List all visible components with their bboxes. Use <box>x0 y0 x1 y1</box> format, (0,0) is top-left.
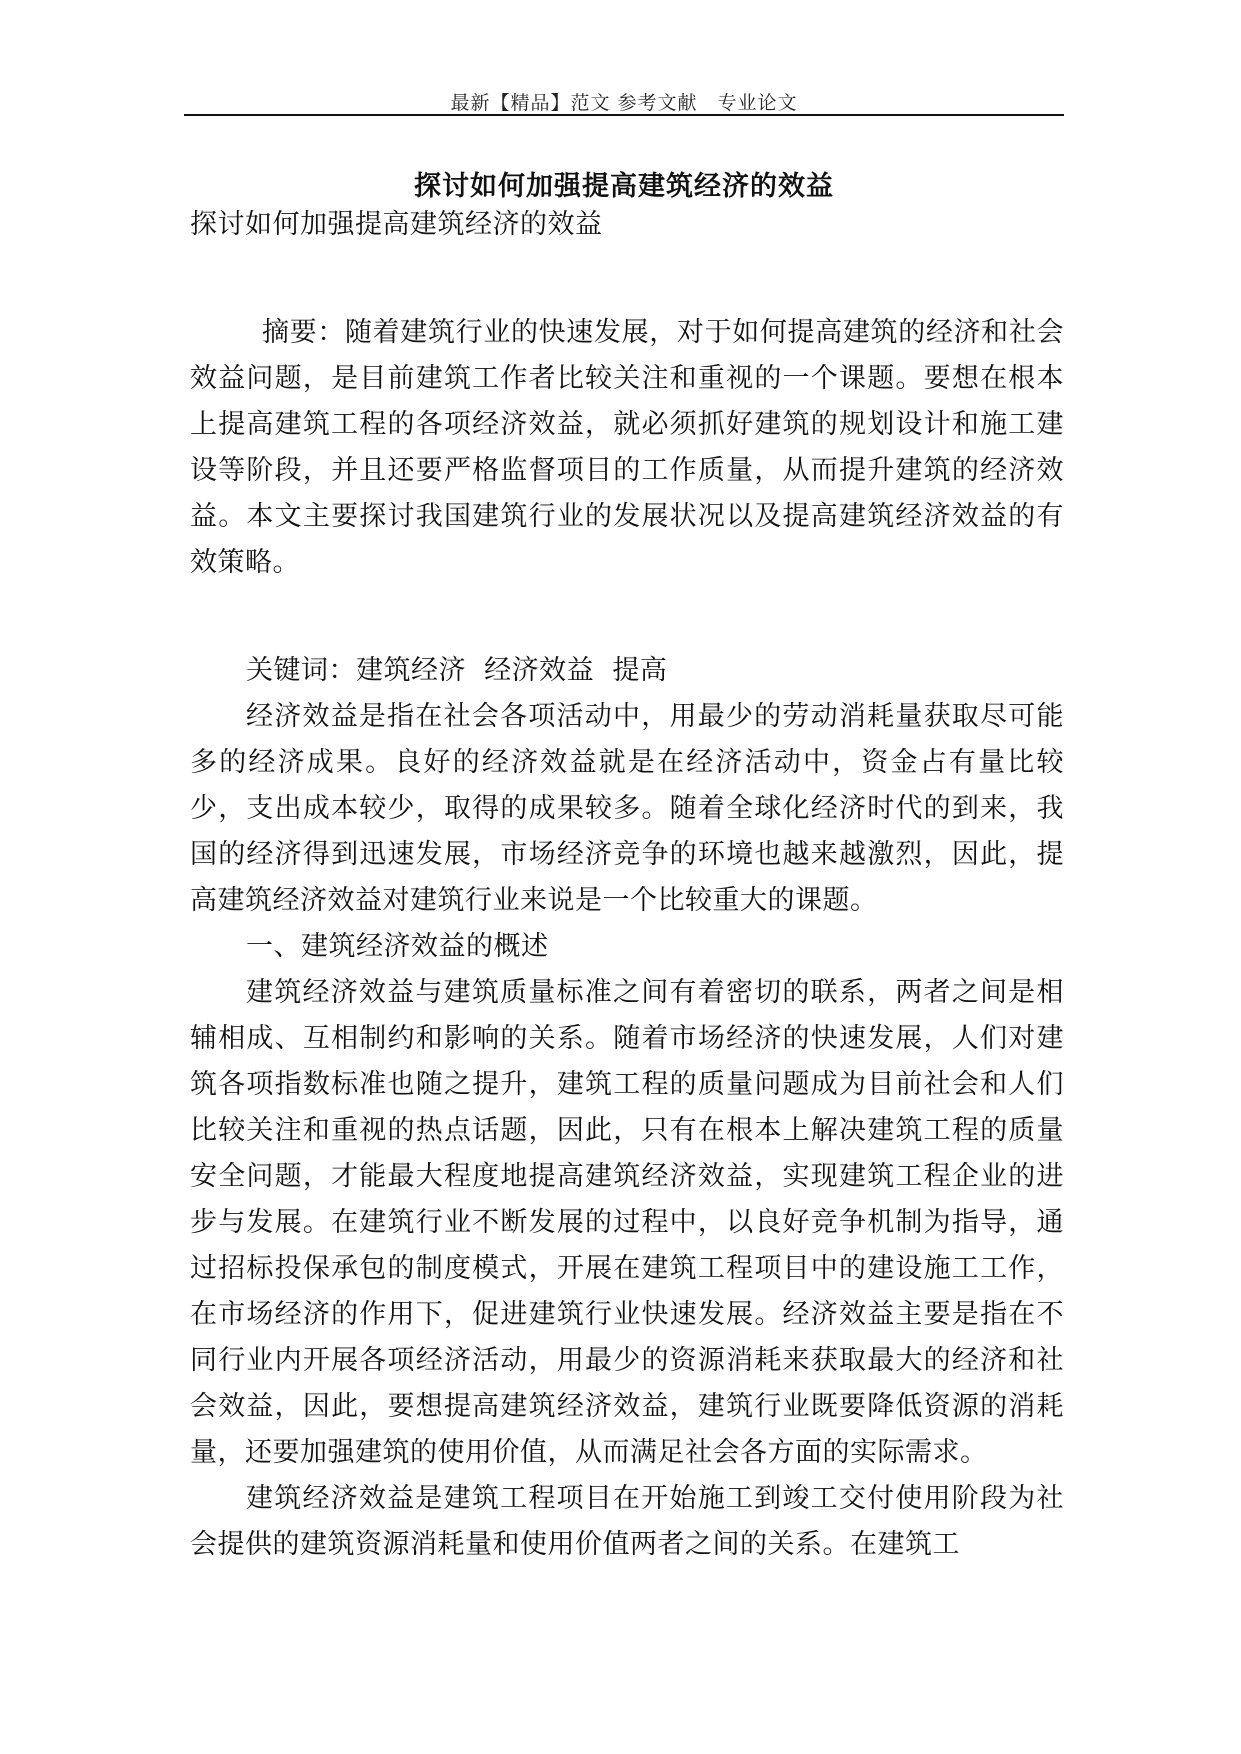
body-paragraph: 建筑经济效益是建筑工程项目在开始施工到竣工交付使用阶段为社会提供的建筑资源消耗量和使用价值两者之间的关系。在建筑工 <box>190 1483 1064 1560</box>
body-paragraph: 经济效益是指在社会各项活动中，用最少的劳动消耗量获取尽可能多的经济成果。良好的经济效益就是在经济活动中，资金占有量比较少，支出成本较少，取得的成果较多。随着全球化经济时代的到来，我国的经济得到迅速发展，市场经济竞争的环境也越来越激烈，因此，提高建筑经济效益对建筑行业来说是一个比较重大的课题。 <box>190 701 1064 916</box>
body-paragraph: 建筑经济效益与建筑质量标准之间有着密切的联系，两者之间是相辅相成、互相制约和影响的关系。随着市场经济的快速发展，人们对建筑各项指数标准也随之提升，建筑工程的质量问题成为目前社会和人们比较关注和重视的热点话题，因此，只有在根本上解决建筑工程的质量安全问题，才能最大程度地提高建筑经济效益，实现建筑工程企业的进步与发展。在建筑行业不断发展的过程中，以良好竞争机制为指导，通过招标投保承包的制度模式，开展在建筑工程项目中的建设施工工作，在市场经济的作用下，促进建筑行业快速发展。经济效益主要是指在不同行业内开展各项经济活动，用最少的资源消耗来获取最大的经济和社会效益，因此，要想提高建筑经济效益，建筑行业既要降低资源的消耗量，还要加强建筑的使用价值，从而满足社会各方面的实际需求。 <box>190 977 1064 1468</box>
abstract-paragraph: 摘要：随着建筑行业的快速发展，对于如何提高建筑的经济和社会效益问题，是目前建筑工作者比较关注和重视的一个课题。要想在根本上提高建筑工程的各项经济效益，就必须抓好建筑的规划设计和施工建设等阶段，并且还要严格监督项目的工作质量，从而提升建筑的经济效益。本文主要探讨我国建筑行业的发展状况以及提高建筑经济效益的有效策略。 <box>190 317 1064 578</box>
page-header: 最新【精品】范文 参考文献 专业论文 <box>450 92 798 114</box>
document-subtitle: 探讨如何加强提高建筑经济的效益 <box>190 209 603 240</box>
document-title: 探讨如何加强提高建筑经济的效益 <box>414 171 834 202</box>
section-heading: 一、建筑经济效益的概述 <box>246 931 549 962</box>
document-body <box>190 202 1064 1568</box>
header-divider <box>184 114 1064 116</box>
keywords-line: 关键词：建筑经济 经济效益 提高 <box>246 655 668 686</box>
